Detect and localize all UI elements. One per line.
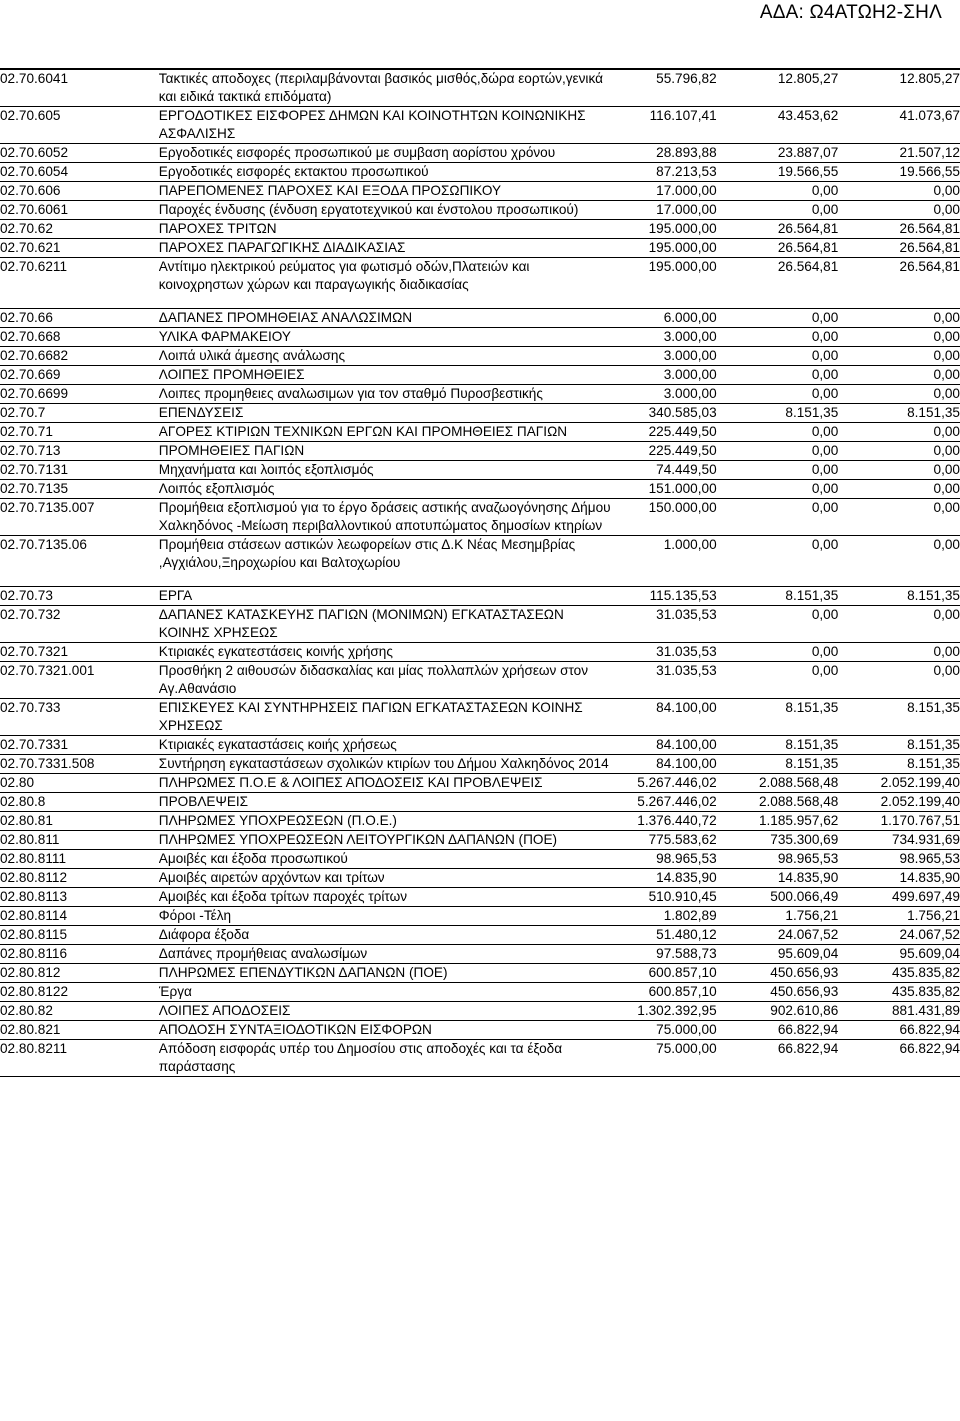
row-value-1: 600.857,10 <box>648 984 717 999</box>
row-value-1: 116.107,41 <box>649 108 717 123</box>
table-row <box>0 945 960 964</box>
row-value-2: 450.656,93 <box>770 965 839 980</box>
table-row <box>0 69 960 107</box>
row-value-2: 0,00 <box>811 500 839 515</box>
row-code: 02.70.733 <box>0 700 61 715</box>
table-row <box>0 643 960 662</box>
row-description: ΕΡΓΟΔΟΤΙΚΕΣ ΕΙΣΦΟΡΕΣ ΔΗΜΩΝ ΚΑΙ ΚΟΙΝΟΤΗΤΩΝ ΚΟΙΝΩΝΙΚΗΣ ΑΣΦΑΛΙΣΗΣ <box>158 108 586 141</box>
row-code: 02.70.7135.007 <box>0 500 95 515</box>
row-value-2: 735.300,69 <box>770 832 839 847</box>
row-value-2: 24.067,52 <box>777 927 839 942</box>
table-row <box>0 869 960 888</box>
row-description: ΠΛΗΡΩΜΕΣ ΕΠΕΝΔΥΤΙΚΩΝ ΔΑΠΑΝΩΝ (ΠΟΕ) <box>158 965 448 980</box>
row-value-3: 435.835,82 <box>891 965 960 980</box>
table-row <box>0 258 960 309</box>
row-code: 02.70.669 <box>0 367 61 382</box>
row-description: ΥΛΙΚΑ ΦΑΡΜΑΚΕΙΟΥ <box>158 329 291 344</box>
row-value-1: 6.000,00 <box>663 310 717 325</box>
row-value-2: 23.887,07 <box>777 145 839 160</box>
row-value-1: 75.000,00 <box>656 1022 717 1037</box>
row-value-3: 24.067,52 <box>899 927 960 942</box>
row-code: 02.80.811 <box>0 832 60 847</box>
table-row <box>0 328 960 347</box>
table-row <box>0 812 960 831</box>
row-code: 02.70.7135.06 <box>0 537 87 552</box>
row-code: 02.70.713 <box>0 443 61 458</box>
row-description: Προσθήκη 2 αιθουσών διδασκαλίας και μίας πολλαπλών χρήσεων στον Αγ.Αθανάσιο <box>158 663 589 696</box>
row-value-3: 0,00 <box>933 537 960 552</box>
row-value-1: 1.802,89 <box>663 908 717 923</box>
row-value-2: 0,00 <box>811 183 839 198</box>
table-row <box>0 347 960 366</box>
table-row <box>0 404 960 423</box>
row-value-3: 26.564,81 <box>899 221 960 236</box>
row-value-2: 2.088.568,48 <box>758 794 839 809</box>
row-description: Παροχές ένδυσης (ένδυση εργατοτεχνικού και ένστολου προσωπικού) <box>158 202 579 217</box>
row-code: 02.70.605 <box>0 108 61 123</box>
table-row <box>0 480 960 499</box>
row-value-2: 0,00 <box>811 348 839 363</box>
row-value-2: 19.566,55 <box>777 164 839 179</box>
row-value-1: 1.376.440,72 <box>637 813 717 828</box>
row-value-2: 26.564,81 <box>777 259 839 274</box>
row-description: Αμοιβές και έξοδα τρίτων παροχές τρίτων <box>158 889 408 904</box>
row-description: ΠΛΗΡΩΜΕΣ Π.Ο.Ε & ΛΟΙΠΕΣ ΑΠΟΔΟΣΕΙΣ ΚΑΙ ΠΡΟΒΛΕΨΕΙΣ <box>158 775 543 790</box>
row-value-2: 26.564,81 <box>777 240 839 255</box>
table-row <box>0 220 960 239</box>
row-value-3: 8.151,35 <box>907 588 960 603</box>
table-row <box>0 699 960 736</box>
row-description: Αμοιβές αιρετών αρχόντων και τρίτων <box>158 870 385 885</box>
row-value-1: 1.302.392,95 <box>637 1003 717 1018</box>
row-value-2: 0,00 <box>811 310 839 325</box>
row-value-3: 2.052.199,40 <box>880 775 960 790</box>
row-value-1: 225.449,50 <box>648 443 717 458</box>
table-row <box>0 107 960 144</box>
table-row <box>0 201 960 220</box>
row-value-2: 66.822,94 <box>777 1041 839 1056</box>
table-row <box>0 423 960 442</box>
row-description: Συντήρηση εγκαταστάσεων σχολικών κτιρίων του Δήμου Χαλκηδόνος 2014 <box>158 756 609 771</box>
row-value-3: 499.697,49 <box>891 889 960 904</box>
row-value-1: 31.035,53 <box>656 663 717 678</box>
table-row <box>0 309 960 328</box>
row-value-2: 8.151,35 <box>785 756 839 771</box>
row-description: ΠΡΟΒΛΕΨΕΙΣ <box>158 794 249 809</box>
row-value-3: 19.566,55 <box>899 164 960 179</box>
row-description: Κτιριακές εγκαταστάσεις κοιής χρήσεως <box>158 737 397 752</box>
row-description: ΠΛΗΡΩΜΕΣ ΥΠΟΧΡΕΩΣΕΩΝ (Π.Ο.Ε.) <box>158 813 397 828</box>
table-row <box>0 1040 960 1077</box>
row-value-1: 195.000,00 <box>648 240 717 255</box>
row-value-2: 2.088.568,48 <box>758 775 839 790</box>
table-row <box>0 1021 960 1040</box>
table-row <box>0 755 960 774</box>
row-value-1: 14.835,90 <box>656 870 717 885</box>
table-row <box>0 888 960 907</box>
row-value-1: 75.000,00 <box>656 1041 717 1056</box>
row-value-1: 28.893,88 <box>656 145 717 160</box>
row-value-1: 195.000,00 <box>648 221 717 236</box>
table-row <box>0 907 960 926</box>
row-value-3: 2.052.199,40 <box>880 794 960 809</box>
table-row <box>0 774 960 793</box>
row-value-1: 151.000,00 <box>648 481 717 496</box>
row-description: Δαπάνες προμήθειας αναλωσίμων <box>158 946 368 961</box>
row-value-3: 26.564,81 <box>899 259 960 274</box>
row-code: 02.70.7131 <box>0 462 69 477</box>
row-value-2: 0,00 <box>811 202 839 217</box>
row-value-1: 600.857,10 <box>648 965 717 980</box>
row-value-2: 0,00 <box>811 443 839 458</box>
row-code: 02.80.8114 <box>0 908 68 923</box>
row-value-1: 51.480,12 <box>656 927 717 942</box>
row-description: ΑΠΟΔΟΣΗ ΣΥΝΤΑΞΙΟΔΟΤΙΚΩΝ ΕΙΣΦΟΡΩΝ <box>158 1022 432 1037</box>
row-value-1: 17.000,00 <box>656 202 717 217</box>
row-description: Λοιπός εξοπλισμός <box>158 481 275 496</box>
row-code: 02.80.8116 <box>0 946 68 961</box>
table-row <box>0 366 960 385</box>
budget-table <box>0 68 960 1077</box>
row-value-2: 8.151,35 <box>785 737 839 752</box>
row-value-2: 66.822,94 <box>777 1022 839 1037</box>
table-row <box>0 831 960 850</box>
row-value-2: 0,00 <box>811 367 839 382</box>
row-value-1: 84.100,00 <box>656 700 717 715</box>
table-row <box>0 662 960 699</box>
row-value-3: 95.609,04 <box>899 946 960 961</box>
row-value-3: 0,00 <box>933 367 960 382</box>
row-description: ΠΡΟΜΗΘΕΙΕΣ ΠΑΓΙΩΝ <box>158 443 305 458</box>
row-description: Εργοδοτικές εισφορές εκτακτου προσωπικού <box>158 164 429 179</box>
row-description: Εργοδοτικές εισφορές προσωπικού με συμβαση αορίστου χρόνου <box>158 145 556 160</box>
row-value-2: 98.965,53 <box>777 851 839 866</box>
row-value-2: 0,00 <box>811 329 839 344</box>
table-row <box>0 499 960 536</box>
table-row <box>0 144 960 163</box>
row-value-1: 3.000,00 <box>663 329 717 344</box>
row-value-3: 8.151,35 <box>907 737 960 752</box>
table-row <box>0 536 960 587</box>
row-value-2: 26.564,81 <box>777 221 839 236</box>
row-description: ΠΑΡΟΧΕΣ ΤΡΙΤΩΝ <box>158 221 277 236</box>
row-value-3: 1.170.767,51 <box>880 813 960 828</box>
row-description: Αντίτιμο ηλεκτρικού ρεύματος για φωτισμό οδών,Πλατειών και κοινοχρηστων χώρων και παραγωγικής διαδικασίας <box>158 259 530 292</box>
row-code: 02.70.606 <box>0 183 61 198</box>
row-value-2: 95.609,04 <box>777 946 839 961</box>
row-value-3: 41.073,67 <box>899 108 960 123</box>
row-code: 02.80.8115 <box>0 927 68 942</box>
row-code: 02.70.7135 <box>0 481 69 496</box>
row-description: Αμοιβές και έξοδα προσωπικού <box>158 851 348 866</box>
row-value-3: 26.564,81 <box>899 240 960 255</box>
table-row <box>0 606 960 643</box>
budget-rows <box>0 69 960 1077</box>
row-value-2: 14.835,90 <box>777 870 839 885</box>
row-code: 02.80.8 <box>0 794 46 809</box>
row-value-1: 3.000,00 <box>663 367 717 382</box>
row-code: 02.80.812 <box>0 965 61 980</box>
row-code: 02.70.621 <box>0 240 61 255</box>
row-value-2: 0,00 <box>811 663 839 678</box>
row-value-1: 17.000,00 <box>656 183 717 198</box>
row-value-1: 510.910,45 <box>648 889 717 904</box>
row-description: ΛΟΙΠΕΣ ΠΡΟΜΗΘΕΙΕΣ <box>158 367 305 382</box>
table-row <box>0 239 960 258</box>
row-code: 02.70.6052 <box>0 145 69 160</box>
row-value-3: 8.151,35 <box>907 405 960 420</box>
row-value-2: 0,00 <box>811 424 839 439</box>
row-value-1: 55.796,82 <box>656 71 717 86</box>
row-value-3: 734.931,69 <box>891 832 960 847</box>
row-code: 02.70.6061 <box>0 202 69 217</box>
row-value-1: 74.449,50 <box>656 462 717 477</box>
table-row <box>0 926 960 945</box>
row-description: Τακτικές αποδοχες (περιλαμβάνονται βασικός μισθός,δώρα εορτών,γενικά και ειδικά τακτικά επιδόματα) <box>158 71 603 104</box>
row-value-1: 150.000,00 <box>648 500 717 515</box>
row-value-3: 21.507,12 <box>899 145 960 160</box>
row-value-1: 225.449,50 <box>648 424 717 439</box>
table-row <box>0 163 960 182</box>
row-value-3: 0,00 <box>933 386 960 401</box>
row-value-2: 43.453,62 <box>777 108 839 123</box>
row-value-1: 84.100,00 <box>656 756 717 771</box>
row-value-3: 1.756,21 <box>907 908 960 923</box>
row-description: Λοιπά υλικά άμεσης ανάλωσης <box>158 348 346 363</box>
row-code: 02.80.821 <box>0 1022 61 1037</box>
row-code: 02.80.8111 <box>0 851 67 866</box>
row-code: 02.70.71 <box>0 424 53 439</box>
row-value-1: 775.583,62 <box>648 832 717 847</box>
table-row <box>0 1002 960 1021</box>
row-value-2: 902.610,86 <box>770 1003 839 1018</box>
row-description: Μηχανήματα και λοιπός εξοπλισμός <box>158 462 374 477</box>
row-value-2: 8.151,35 <box>785 588 839 603</box>
row-code: 02.70.73 <box>0 588 53 603</box>
row-value-2: 0,00 <box>811 481 839 496</box>
row-value-3: 0,00 <box>933 424 960 439</box>
row-value-3: 0,00 <box>933 663 960 678</box>
row-description: Διάφορα έξοδα <box>158 927 250 942</box>
row-code: 02.80.8113 <box>0 889 68 904</box>
row-value-3: 0,00 <box>933 500 960 515</box>
row-description: ΛΟΙΠΕΣ ΑΠΟΔΟΣΕΙΣ <box>158 1003 291 1018</box>
row-code: 02.70.7321.001 <box>0 663 95 678</box>
row-value-3: 0,00 <box>933 481 960 496</box>
row-code: 02.70.7331.508 <box>0 756 95 771</box>
row-code: 02.70.7331 <box>0 737 69 752</box>
row-code: 02.70.6211 <box>0 259 68 274</box>
table-row <box>0 736 960 755</box>
row-code: 02.70.7321 <box>0 644 69 659</box>
row-value-3: 12.805,27 <box>899 71 960 86</box>
table-row <box>0 587 960 606</box>
row-code: 02.80.8211 <box>0 1041 68 1056</box>
row-description: Φόροι -Τέλη <box>158 908 232 923</box>
row-value-2: 0,00 <box>811 462 839 477</box>
row-code: 02.70.668 <box>0 329 61 344</box>
row-description: Προμήθεια στάσεων αστικών λεωφορείων στις Δ.Κ Νέας Μεσημβρίας ,Αγχιάλου,Ξηροχωρίου και Βαλτοχωρίου <box>158 537 576 570</box>
row-value-2: 450.656,93 <box>770 984 839 999</box>
row-value-2: 0,00 <box>811 537 839 552</box>
row-value-3: 0,00 <box>933 607 960 622</box>
row-value-3: 8.151,35 <box>907 700 960 715</box>
row-code: 02.70.66 <box>0 310 53 325</box>
row-value-3: 66.822,94 <box>899 1022 960 1037</box>
row-description: ΠΛΗΡΩΜΕΣ ΥΠΟΧΡΕΩΣΕΩΝ ΛΕΙΤΟΥΡΓΙΚΩΝ ΔΑΠΑΝΩΝ (ΠΟΕ) <box>158 832 558 847</box>
row-value-2: 8.151,35 <box>785 700 839 715</box>
row-value-1: 97.588,73 <box>656 946 717 961</box>
row-code: 02.80.81 <box>0 813 53 828</box>
row-description: ΑΓΟΡΕΣ ΚΤΙΡΙΩΝ ΤΕΧΝΙΚΩΝ ΕΡΓΩΝ ΚΑΙ ΠΡΟΜΗΘΕΙΕΣ ΠΑΓΙΩΝ <box>158 424 568 439</box>
table-row <box>0 850 960 869</box>
row-description: ΠΑΡΕΠΟΜΕΝΕΣ ΠΑΡΟΧΕΣ ΚΑΙ ΕΞΟΔΑ ΠΡΟΣΩΠΙΚΟΥ <box>158 183 502 198</box>
row-value-1: 3.000,00 <box>663 386 717 401</box>
row-description: ΔΑΠΑΝΕΣ ΚΑΤΑΣΚΕΥΗΣ ΠΑΓΙΩΝ (ΜΟΝΙΜΩΝ) ΕΓΚΑΤΑΣΤΑΣΕΩΝ ΚΟΙΝΗΣ ΧΡΗΣΕΩΣ <box>158 607 564 640</box>
row-value-3: 14.835,90 <box>899 870 960 885</box>
row-description: Προμήθεια εξοπλισμού για το έργο δράσεις αστικής αναζωογόνησης Δήμου Χαλκηδόνος -Μείωση περιβαλλοντικού αποτυπώματος δημοσίων κτηρίων <box>158 500 611 533</box>
row-description: Λοιπες προμηθειες αναλωσιμων για τον σταθμό Πυροσβεστικής <box>158 386 543 401</box>
row-description: Κτιριακές εγκατεστάσεις κοινής χρήσης <box>158 644 393 659</box>
row-value-2: 0,00 <box>811 607 839 622</box>
row-value-3: 0,00 <box>933 310 960 325</box>
row-value-3: 0,00 <box>933 443 960 458</box>
ada-code: ΑΔΑ: Ω4ΑΤΩΗ2-ΣΗΛ <box>759 2 942 23</box>
row-description: Απόδοση εισφοράς υπέρ του Δημοσίου στις αποδοχές και τα έξοδα παράστασης <box>158 1041 563 1074</box>
row-code: 02.80.82 <box>0 1003 53 1018</box>
row-description: ΠΑΡΟΧΕΣ ΠΑΡΑΓΩΓΙΚΗΣ ΔΙΑΔΙΚΑΣΙΑΣ <box>158 240 406 255</box>
row-code: 02.70.732 <box>0 607 61 622</box>
row-value-1: 31.035,53 <box>656 644 717 659</box>
row-value-2: 12.805,27 <box>777 71 839 86</box>
row-value-1: 115.135,53 <box>649 588 717 603</box>
row-value-2: 1.756,21 <box>785 908 839 923</box>
row-code: 02.70.7 <box>0 405 46 420</box>
row-code: 02.70.6054 <box>0 164 69 179</box>
table-row <box>0 983 960 1002</box>
table-row <box>0 964 960 983</box>
row-description: ΕΠΕΝΔΥΣΕΙΣ <box>158 405 244 420</box>
row-value-2: 8.151,35 <box>785 405 839 420</box>
row-code: 02.70.6682 <box>0 348 69 363</box>
row-value-1: 87.213,53 <box>656 164 717 179</box>
row-code: 02.70.62 <box>0 221 53 236</box>
row-value-3: 0,00 <box>933 329 960 344</box>
row-code: 02.70.6041 <box>0 71 69 86</box>
row-value-2: 0,00 <box>811 644 839 659</box>
table-row <box>0 793 960 812</box>
row-value-1: 340.585,03 <box>648 405 717 420</box>
row-value-1: 31.035,53 <box>656 607 717 622</box>
row-description: Έργα <box>158 984 192 999</box>
table-row <box>0 461 960 480</box>
row-value-2: 1.185.957,62 <box>758 813 839 828</box>
row-value-3: 435.835,82 <box>891 984 960 999</box>
row-value-3: 0,00 <box>933 644 960 659</box>
row-value-1: 1.000,00 <box>663 537 717 552</box>
row-value-1: 5.267.446,02 <box>637 794 717 809</box>
row-value-1: 195.000,00 <box>648 259 717 274</box>
table-row <box>0 442 960 461</box>
row-code: 02.80 <box>0 775 35 790</box>
row-description: ΕΡΓΑ <box>158 588 193 603</box>
row-value-1: 5.267.446,02 <box>637 775 717 790</box>
row-value-1: 3.000,00 <box>663 348 717 363</box>
row-value-3: 881.431,89 <box>891 1003 960 1018</box>
row-value-2: 0,00 <box>811 386 839 401</box>
table-row <box>0 385 960 404</box>
row-code: 02.80.8112 <box>0 870 68 885</box>
row-description: ΔΑΠΑΝΕΣ ΠΡΟΜΗΘΕΙΑΣ ΑΝΑΛΩΣΙΜΩΝ <box>158 310 413 325</box>
row-value-1: 98.965,53 <box>656 851 717 866</box>
row-value-3: 8.151,35 <box>907 756 960 771</box>
row-value-3: 0,00 <box>933 202 960 217</box>
row-value-1: 84.100,00 <box>656 737 717 752</box>
row-value-3: 66.822,94 <box>899 1041 960 1056</box>
row-value-3: 0,00 <box>933 462 960 477</box>
row-value-3: 0,00 <box>933 183 960 198</box>
row-code: 02.70.6699 <box>0 386 69 401</box>
table-row <box>0 182 960 201</box>
row-value-3: 98.965,53 <box>899 851 960 866</box>
row-description: ΕΠΙΣΚΕΥΕΣ ΚΑΙ ΣΥΝΤΗΡΗΣΕΙΣ ΠΑΓΙΩΝ ΕΓΚΑΤΑΣΤΑΣΕΩΝ ΚΟΙΝΗΣ ΧΡΗΣΕΩΣ <box>158 700 583 733</box>
row-code: 02.80.8122 <box>0 984 69 999</box>
row-value-3: 0,00 <box>933 348 960 363</box>
row-value-2: 500.066,49 <box>770 889 839 904</box>
